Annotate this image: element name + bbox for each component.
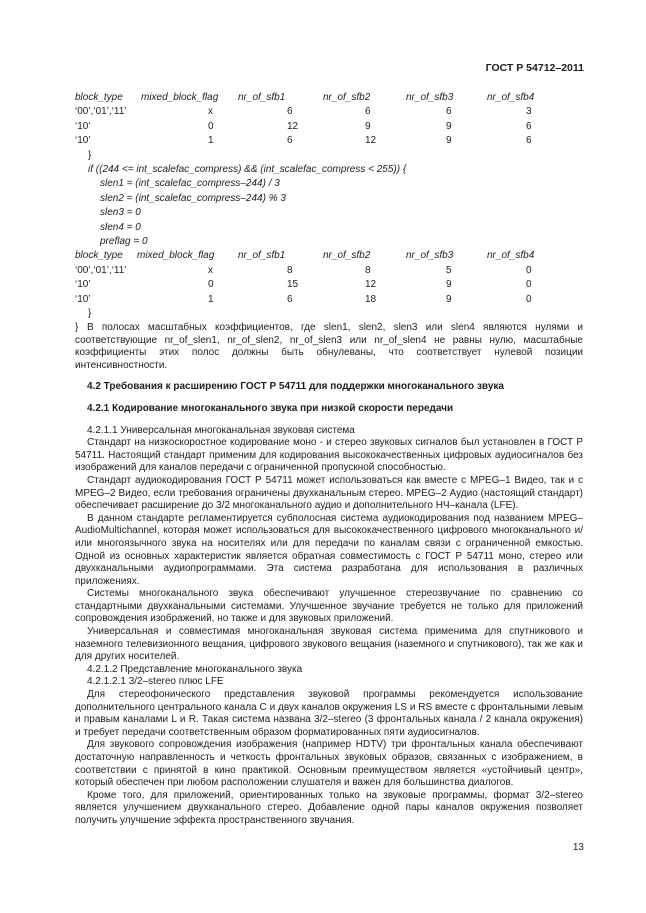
table-cell: 12 bbox=[365, 135, 377, 147]
subsection-heading-4-2-1-2: 4.2.1.2 Представление многоканального звука bbox=[87, 663, 303, 675]
col-block-type: block_type bbox=[75, 92, 123, 103]
code-line: if ((244 <= int_scalefac_compress) && (int_scalefac_compress < 255)) { bbox=[88, 163, 407, 175]
paragraph: Системы многоканального звука обеспечивают улучшенное стереозвучание по сравнению со стандартными двухканальными системами. Улучшенное звучание требуется не только для приложений сопровождения изображений, но также и для звуковых приложений. bbox=[75, 588, 583, 625]
code-line: } bbox=[88, 149, 92, 161]
table-cell: 0 bbox=[526, 279, 532, 291]
code-line: slen2 = (int_scalefac_compress–244) % 3 bbox=[100, 192, 286, 204]
code-block-slen bbox=[75, 149, 595, 250]
table-cell: ‘10’ bbox=[75, 135, 91, 147]
table-cell: ‘00’,‘01’,‘11’ bbox=[75, 106, 127, 118]
col-mixed-block-flag: mixed_block_flag bbox=[141, 92, 219, 103]
code-line: preflag = 0 bbox=[100, 235, 148, 247]
table-cell: 9 bbox=[446, 120, 452, 132]
subsection-heading-4-2-1-2-1: 4.2.1.2.1 3/2–stereo плюс LFE bbox=[87, 676, 224, 688]
scalefactor-table-2 bbox=[75, 249, 595, 307]
col-nr-of-sfb3: nr_of_sfb3 bbox=[406, 250, 454, 262]
paragraph: Для стереофонического представления звуковой программы рекомендуется использование дополнительного центрального канала C и двух каналов окружения LS и RS вместе с фронтальными левым и правым каналами L и R. Такая система названа 3/2–stereo (3 фронтальных канала / 2 канала окружения) и требует передачи соответственным образом форматированных пяти аудиосигналов. bbox=[75, 689, 583, 738]
col-nr-of-sfb3: nr_of_sfb3 bbox=[406, 92, 454, 103]
paragraph-slen-note: В полосах масштабных коэффициентов, где slen1, slen2, slen3 или slen4 являются нулями и соответствующие nr_of_slen1, nr_of_slen2, nr_of_slen3 или nr_of_slen4 не равны нулю, масштабные коэффициенты этих полос должны быть обнулеваны, что соответствует нулевой позиции интенсивностности. bbox=[75, 322, 583, 371]
section-heading-4-2-1: 4.2.1 Кодирование многоканального звука при низкой скорости передачи bbox=[87, 402, 454, 414]
table-cell: 9 bbox=[446, 279, 452, 291]
table-cell: 0 bbox=[526, 293, 532, 305]
paragraph: Кроме того, для приложений, ориентированных только на звуковые программы, формат 3/2–stereo является улучшением двухканального стерео. Добавление одной пары каналов окружения позволяет получить улучшение эффекта пространственного звучания. bbox=[75, 789, 583, 826]
table-row bbox=[75, 105, 595, 119]
table-cell: 9 bbox=[446, 293, 452, 305]
col-block-type: block_type bbox=[75, 250, 123, 262]
col-nr-of-sfb2: nr_of_sfb2 bbox=[323, 92, 371, 103]
code-line: slen3 = 0 bbox=[100, 207, 141, 219]
section-heading-4-2: 4.2 Требования к расширению ГОСТ Р 54711 для поддержки многоканального звука bbox=[87, 381, 504, 393]
code-line: slen4 = 0 bbox=[100, 221, 141, 233]
col-nr-of-sfb2: nr_of_sfb2 bbox=[323, 250, 371, 262]
col-nr-of-sfb1: nr_of_sfb1 bbox=[238, 92, 286, 103]
table-cell: x bbox=[208, 264, 213, 276]
table-cell: 1 bbox=[208, 293, 214, 305]
scalefactor-table-1 bbox=[75, 91, 595, 149]
table-row bbox=[75, 293, 595, 307]
table-cell: 15 bbox=[287, 279, 299, 291]
paragraph: Для звукового сопровождения изображения (например HDTV) три фронтальных канала обеспечивают достаточную направленность и четкость фронтальных звуковых образов, связанных с изображением, в соответствии с принятой в кино практикой. Основным преимуществом является «устойчивый центр», который обеспечен при любом расположении слушателя и важен для большинства диалогов. bbox=[75, 739, 583, 789]
table-cell: 9 bbox=[365, 120, 371, 132]
col-nr-of-sfb4: nr_of_sfb4 bbox=[487, 250, 535, 262]
col-nr-of-sfb1: nr_of_sfb1 bbox=[238, 250, 286, 262]
table-header-row bbox=[75, 249, 595, 263]
table-cell: 6 bbox=[365, 106, 371, 118]
table-row bbox=[75, 134, 595, 148]
table-row bbox=[75, 120, 595, 134]
table-cell: 0 bbox=[526, 264, 532, 276]
col-nr-of-sfb4: nr_of_sfb4 bbox=[487, 92, 535, 103]
table-cell: ‘00’,‘01’,‘11’ bbox=[75, 264, 127, 276]
table-cell: 0 bbox=[208, 279, 214, 291]
col-mixed-block-flag: mixed_block_flag bbox=[137, 250, 215, 262]
document-header: ГОСТ Р 54712–2011 bbox=[485, 62, 584, 74]
table-cell: 6 bbox=[526, 135, 532, 147]
paragraph: В данном стандарте регламентируется субполосная система аудиокодирования под названием MPEG–AudioMultichannel, которая может использоваться для высококачественного цифрового многоканального и/или многоязычного звука на носителях или для передачи по каналам связи с ограниченной емкостью. Одной из основных характеристик является обратная совместимость с ГОСТ Р 54711 моно, стерео или двухканальными аудиопрограммами. Эта система разработана для использования в различных приложениях. bbox=[75, 512, 583, 587]
table-cell: 0 bbox=[208, 120, 214, 132]
table-cell: 5 bbox=[446, 264, 452, 276]
table-cell: 8 bbox=[287, 264, 293, 276]
paragraph: Стандарт на низкоскоростное кодирование моно - и стерео звуковых сигналов был установлен в ГОСТ Р 54711. Настоящий стандарт применим для кодирования высококачественных цифровых аудиосигналов без изображений для каналов передачи с ограниченной пропускной способностью. bbox=[75, 437, 583, 474]
table-cell: ‘10’ bbox=[75, 120, 91, 132]
table-cell: ‘10’ bbox=[75, 293, 91, 305]
table-row bbox=[75, 264, 595, 278]
code-line: } bbox=[88, 308, 92, 319]
code-line: } bbox=[75, 322, 79, 334]
table-cell: 9 bbox=[446, 135, 452, 147]
table-cell: 6 bbox=[287, 106, 293, 118]
table-header-row bbox=[75, 91, 595, 105]
table-cell: 1 bbox=[208, 135, 214, 147]
page-number: 13 bbox=[572, 842, 584, 853]
table-cell: 3 bbox=[526, 106, 532, 118]
table-cell: 12 bbox=[365, 279, 377, 291]
table-cell: 6 bbox=[446, 106, 452, 118]
table-cell: 6 bbox=[287, 293, 293, 305]
subsection-heading-4-2-1-1: 4.2.1.1 Универсальная многоканальная звуковая система bbox=[87, 424, 355, 436]
table-cell: 6 bbox=[526, 120, 532, 132]
body-text bbox=[75, 322, 583, 828]
table-cell: 12 bbox=[287, 120, 299, 132]
code-line: slen1 = (int_scalefac_compress–244) / 3 bbox=[100, 178, 280, 190]
table-cell: 8 bbox=[365, 264, 371, 276]
table-cell: 6 bbox=[287, 135, 293, 147]
table-cell: ‘10’ bbox=[75, 279, 91, 291]
table-row bbox=[75, 278, 595, 292]
paragraph: Стандарт аудиокодирования ГОСТ Р 54711 может использоваться как вместе с MPEG–1 Видео, так и с MPEG–2 Видео, если требования ограничены двухканальным стерео. MPEG–2 Аудио (настоящий стандарт) обеспечивает расширение до 3/2 многоканального аудио и дополнительного НЧ–канала (LFE). bbox=[75, 474, 583, 512]
table-cell: x bbox=[208, 106, 213, 118]
paragraph: Универсальная и совместимая многоканальная звуковая система применима для спутникового и наземного телевизионного вещания, цифрового звукового вещания (наземного и спутникового), так же как и для других носителей. bbox=[75, 626, 583, 663]
table-cell: 18 bbox=[365, 293, 377, 305]
